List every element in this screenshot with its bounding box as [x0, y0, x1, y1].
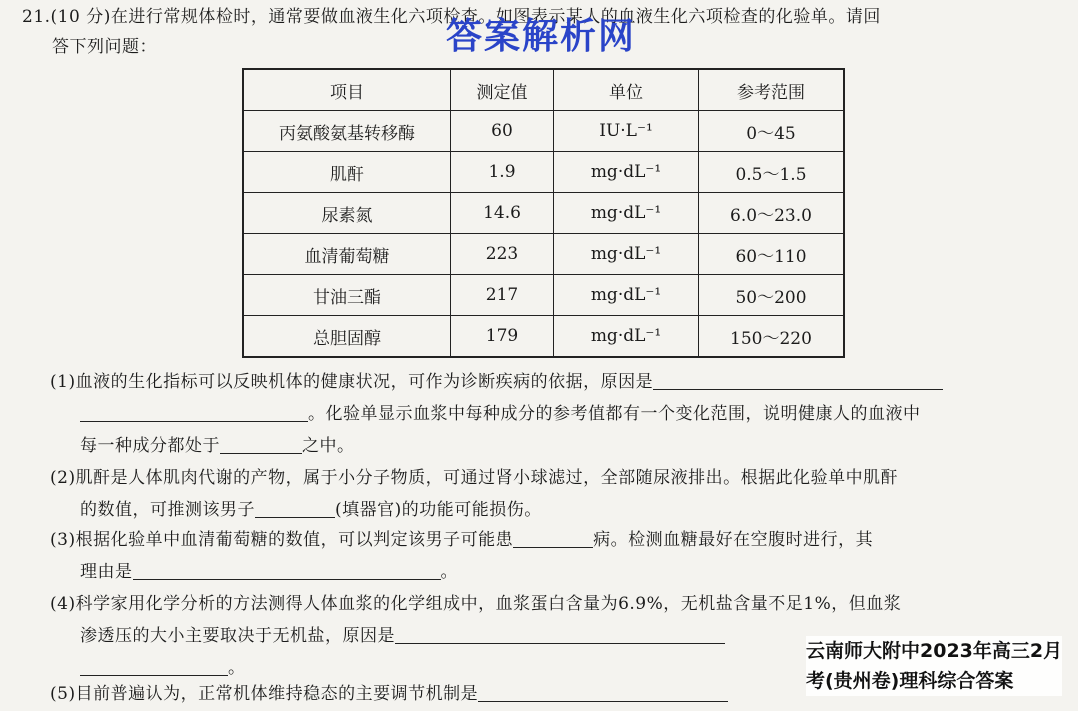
cell-range: 150～220 — [699, 316, 845, 358]
table-header-row — [243, 69, 844, 111]
stem-line-2: 答下列问题： — [52, 37, 157, 57]
cell-item: 总胆固醇 — [243, 316, 451, 358]
answer-blank[interactable] — [220, 433, 302, 454]
source-stamp — [806, 636, 1062, 696]
q4-text-a: (4)科学家用化学分析的方法测得人体血浆的化学组成中，血浆蛋白含量为6.9%，无机盐含量不足1%，但血浆 — [50, 594, 902, 614]
q1-text-b: 。化验单显示血浆中每种成分的参考值都有一个变化范围，说明健康人的血液中 — [308, 404, 921, 424]
q2-text-b: 的数值，可推测该男子 — [80, 500, 255, 520]
cell-item: 甘油三酯 — [243, 275, 451, 316]
q5-text-a: (5)目前普遍认为，正常机体维持稳态的主要调节机制是 — [50, 684, 479, 704]
table-row — [243, 193, 844, 234]
answer-blank[interactable] — [513, 527, 593, 548]
cell-range: 50～200 — [699, 275, 845, 316]
cell-unit: mg·dL⁻¹ — [554, 152, 699, 193]
cell-unit: mg·dL⁻¹ — [554, 234, 699, 275]
table-row — [243, 152, 844, 193]
cell-unit: mg·dL⁻¹ — [554, 316, 699, 358]
q1-text-a: (1)血液的生化指标可以反映机体的健康状况，可作为诊断疾病的依据，原因是 — [50, 372, 654, 392]
answer-blank[interactable] — [133, 559, 441, 580]
q3-text-c: 理由是 — [80, 562, 133, 582]
cell-range: 0～45 — [699, 111, 845, 152]
q1-text-d: 之中。 — [302, 436, 355, 456]
cell-value: 14.6 — [451, 193, 554, 234]
q3-text-d: 。 — [440, 562, 458, 582]
answer-blank[interactable] — [478, 681, 728, 702]
cell-unit: mg·dL⁻¹ — [554, 193, 699, 234]
table-row — [243, 316, 844, 358]
q3-text-b: 病。检测血糖最好在空腹时进行，其 — [593, 530, 874, 550]
cell-unit: mg·dL⁻¹ — [554, 275, 699, 316]
header-value: 测定值 — [451, 69, 554, 111]
cell-range: 6.0～23.0 — [699, 193, 845, 234]
table-row — [243, 111, 844, 152]
answer-blank[interactable] — [395, 623, 725, 644]
header-unit: 单位 — [554, 69, 699, 111]
answer-blank[interactable] — [653, 369, 943, 390]
header-item: 项目 — [243, 69, 451, 111]
cell-value: 223 — [451, 234, 554, 275]
cell-value: 179 — [451, 316, 554, 358]
q4-text-b: 渗透压的大小主要取决于无机盐，原因是 — [80, 626, 395, 646]
cell-item: 血清葡萄糖 — [243, 234, 451, 275]
table-row — [243, 234, 844, 275]
subquestion-3 — [50, 524, 1040, 588]
stem-line-1: 在进行常规体检时，通常要做血液生化六项检查。如图表示某人的血液生化六项检查的化验单。请回 — [110, 7, 881, 27]
answer-blank[interactable] — [80, 655, 228, 676]
q2-text-c: (填器官)的功能可能损伤。 — [335, 500, 542, 520]
cell-range: 60～110 — [699, 234, 845, 275]
cell-value: 217 — [451, 275, 554, 316]
subquestion-2 — [50, 462, 1040, 526]
q4-text-c: 。 — [228, 658, 246, 678]
answer-blank[interactable] — [80, 401, 308, 422]
stamp-line-2: 考(贵州卷)理科综合答案 — [806, 670, 1014, 692]
cell-value: 60 — [451, 111, 554, 152]
answer-blank[interactable] — [255, 497, 335, 518]
cell-value: 1.9 — [451, 152, 554, 193]
q1-text-c: 每一种成分都处于 — [80, 436, 220, 456]
lab-report-table — [242, 68, 845, 358]
header-range: 参考范围 — [699, 69, 845, 111]
stamp-line-1: 云南师大附中2023年高三2月 — [806, 640, 1063, 662]
watermark: 答案解析网 — [446, 16, 637, 57]
cell-item: 丙氨酸氨基转移酶 — [243, 111, 451, 152]
cell-unit: IU·L⁻¹ — [554, 111, 699, 152]
cell-range: 0.5～1.5 — [699, 152, 845, 193]
cell-item: 尿素氮 — [243, 193, 451, 234]
question-number: 21.(10 分) — [22, 7, 111, 27]
subquestion-1 — [50, 366, 1040, 462]
cell-item: 肌酐 — [243, 152, 451, 193]
q2-text-a: (2)肌酐是人体肌肉代谢的产物，属于小分子物质，可通过肾小球滤过，全部随尿液排出。根据此化验单中肌酐 — [50, 468, 899, 488]
table-row — [243, 275, 844, 316]
q3-text-a: (3)根据化验单中血清葡萄糖的数值，可以判定该男子可能患 — [50, 530, 514, 550]
